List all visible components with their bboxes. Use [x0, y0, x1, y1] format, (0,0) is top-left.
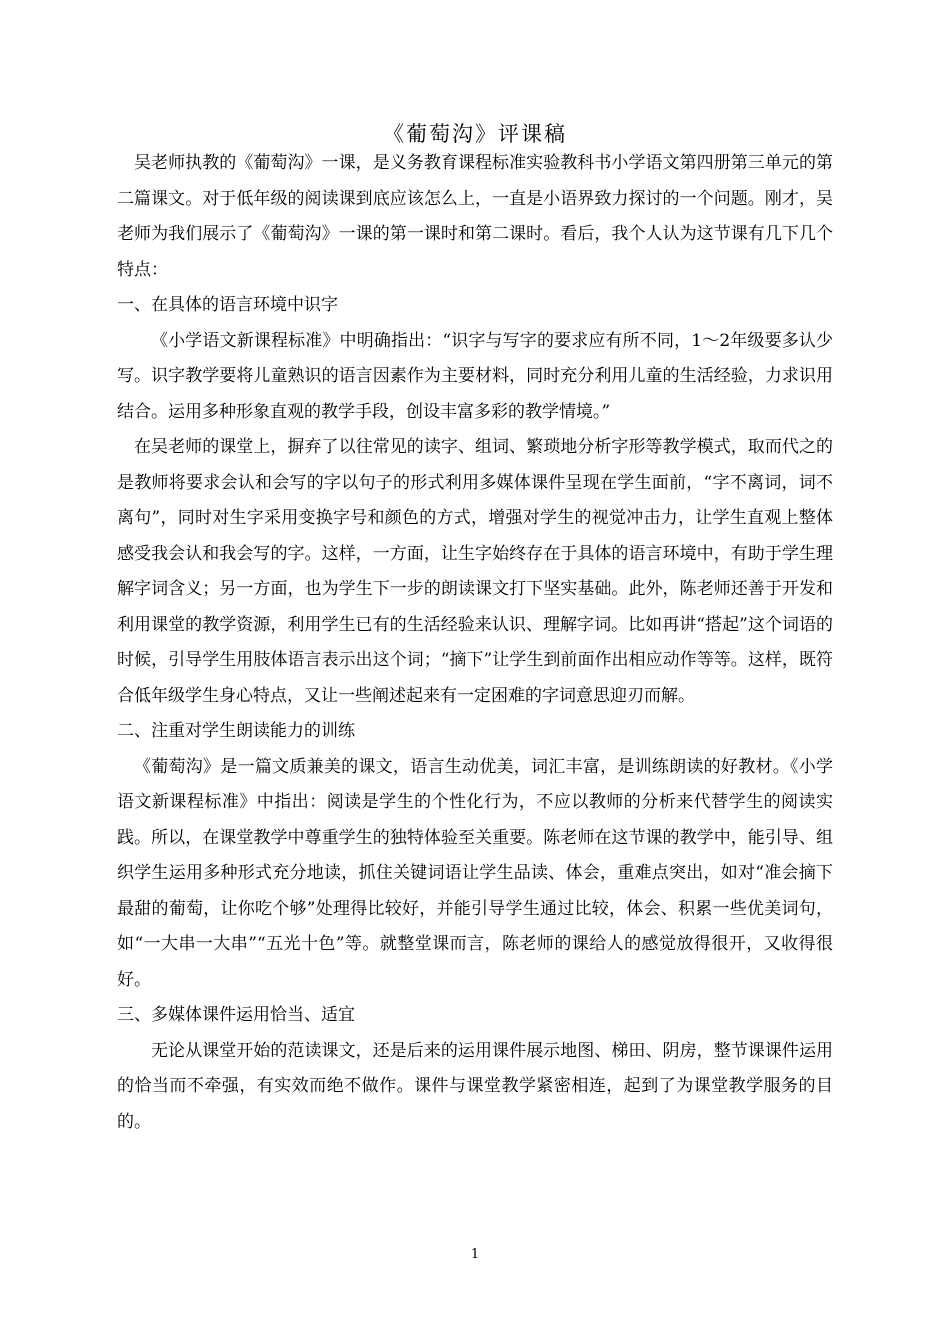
page-number: 1 [470, 1247, 480, 1262]
section-heading-1: 一、在具体的语言环境中识字 [117, 295, 338, 315]
section-heading-2: 二、注重对学生朗读能力的训练 [117, 721, 355, 741]
body-paragraph: 无论从课堂开始的范读课文，还是后来的运用课件展示地图、梯田、阴房，整节课课件运用的恰当而不牵强，有实效而绝不做作。课件与课堂教学紧密相连，起到了为课堂教学服务的目的。 [117, 1040, 833, 1132]
intro-paragraph: 吴老师执教的《葡萄沟》一课，是义务教育课程标准实验教科书小学语文第四册第三单元的第二篇课文。对于低年级的阅读课到底应该怎么上，一直是小语界致力探讨的一个问题。刚才，吴老师为我们展示了《葡萄沟》一课的第一课时和第二课时。看后，我个人认为这节课有几下几个特点： [117, 153, 833, 280]
body-paragraph: 《葡萄沟》是一篇文质兼美的课文，语言生动优美，词汇丰富，是训练朗读的好教材。《小学语文新课程标准》中指出：阅读是学生的个性化行为，不应以教师的分析来代替学生的阅读实践。所以，在课堂教学中尊重学生的独特体验至关重要。陈老师在这节课的教学中，能引导、组织学生运用多种形式充分地读，抓住关键词语让学生品读、体会，重难点突出，如对“准会摘下最甜的葡萄，让你吃个够”处理得比较好，并能引导学生通过比较，体会、积累一些优美词句，如“一大串一大串”“五光十色”等。就整堂课而言，陈老师的课给人的感觉放得很开，又收得很好。 [117, 756, 833, 990]
body-paragraph: 在吴老师的课堂上，摒弃了以往常见的读字、组词、繁琐地分析字形等教学模式，取而代之的是教师将要求会认和会写的字以句子的形式利用多媒体课件呈现在学生面前，“字不离词，词不离句”，同时对生字采用变换字号和颜色的方式，增强对学生的视觉冲击力，让学生直观上整体感受我会认和我会写的字。这样，一方面，让生字始终存在于具体的语言环境中，有助于学生理解字词含义；另一方面，也为学生下一步的朗读课文打下坚实基础。此外，陈老师还善于开发和利用课堂的教学资源，利用学生已有的生活经验来认识、理解字词。比如再讲“搭起”这个词语的时候，引导学生用肢体语言表示出这个词；“摘下”让学生到前面作出相应动作等等。这样，既符合低年级学生身心特点，又让一些阐述起来有一定困难的字词意思迎刃而解。 [117, 437, 833, 706]
section-heading-3: 三、多媒体课件运用恰当、适宜 [117, 1005, 355, 1025]
body-paragraph: 《小学语文新课程标准》中明确指出：“识字与写字的要求应有所不同，1～2年级要多认少写。识字教学要将儿童熟识的语言因素作为主要材料，同时充分利用儿童的生活经验，力求识用结合。运用多种形象直观的教学手段，创设丰富多彩的教学情境。” [117, 330, 833, 422]
document-title: 《葡萄沟》评课稿 [383, 122, 567, 146]
document-body [117, 146, 833, 1140]
